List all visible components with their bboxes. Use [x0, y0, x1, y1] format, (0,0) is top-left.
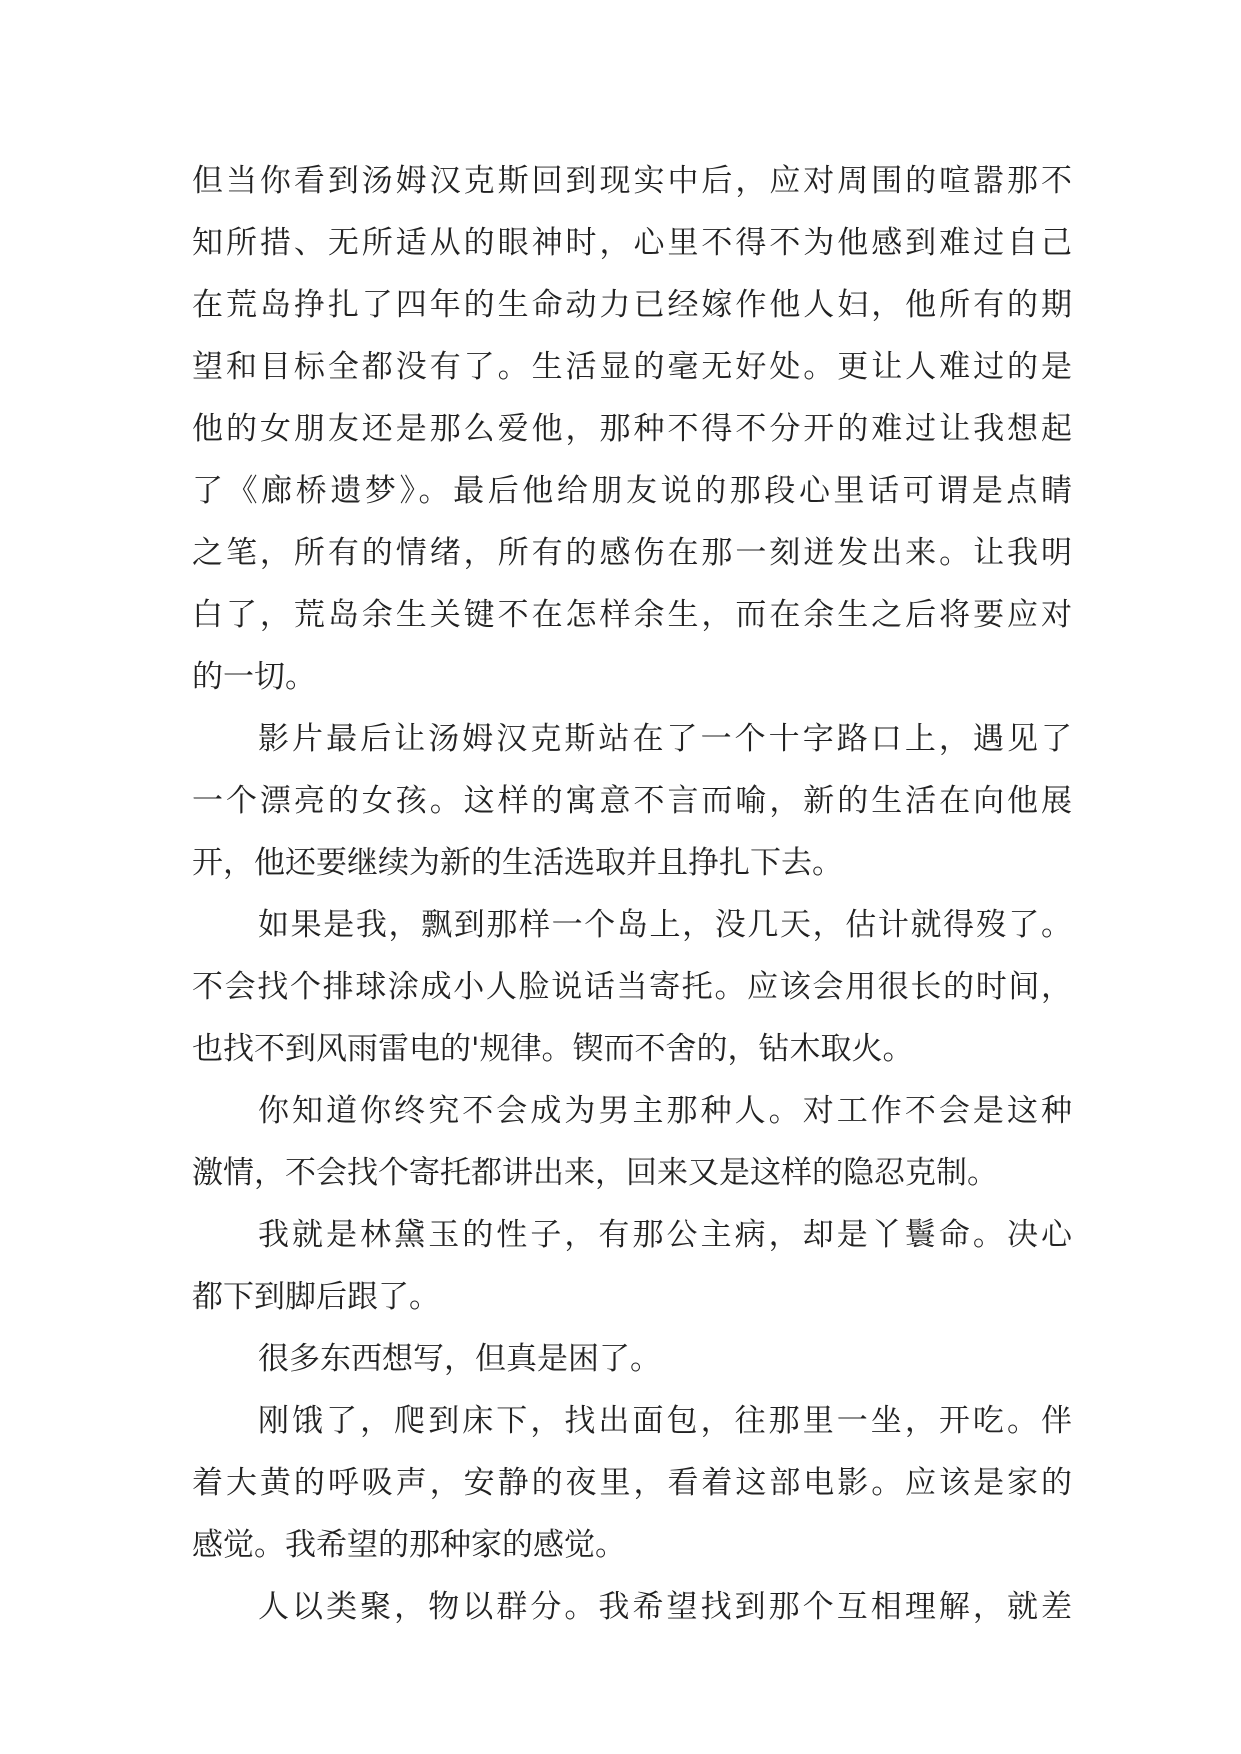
paragraph-first-line: 影片最后让汤姆汉克斯站在了一个十字路口上，遇见了	[258, 721, 1072, 757]
document-text-body	[192, 150, 1072, 1638]
text-line: 激情，不会找个寄托都讲出来，回来又是这样的隐忍克制。	[192, 1155, 998, 1191]
paragraph-first-line: 如果是我，飘到那样一个岛上，没几天，估计就得歿了。	[258, 907, 1072, 943]
paragraph-first-line: 我就是林黛玉的性子，有那公主病，却是丫鬟命。决心	[258, 1217, 1072, 1253]
text-line: 知所措、无所适从的眼神时，心里不得不为他感到难过自己	[192, 225, 1072, 261]
text-line: 着大黄的呼吸声，安静的夜里，看着这部电影。应该是家的	[192, 1465, 1072, 1501]
text-line: 望和目标全都没有了。生活显的毫无好处。更让人难过的是	[192, 349, 1072, 385]
text-line: 之笔，所有的情绪，所有的感伤在那一刻迸发出来。让我明	[192, 535, 1072, 571]
text-line: 他的女朋友还是那么爱他，那种不得不分开的难过让我想起	[192, 411, 1072, 447]
text-line: 不会找个排球涂成小人脸说话当寄托。应该会用很长的时间，	[192, 969, 1072, 1005]
paragraph-first-line: 你知道你终究不会成为男主那种人。对工作不会是这种	[258, 1093, 1072, 1129]
text-line: 但当你看到汤姆汉克斯回到现实中后，应对周围的喧嚣那不	[192, 163, 1072, 199]
paragraph-first-line: 很多东西想写，但真是困了。	[258, 1341, 661, 1377]
text-line: 在荒岛挣扎了四年的生命动力已经嫁作他人妇，他所有的期	[192, 287, 1072, 323]
text-line: 都下到脚后跟了。	[192, 1279, 440, 1315]
text-line: 也找不到风雨雷电的'规律。锲而不舍的，钻木取火。	[192, 1031, 914, 1067]
paragraph-first-line: 人以类聚，物以群分。我希望找到那个互相理解，就差	[258, 1589, 1072, 1625]
paragraph-first-line: 刚饿了，爬到床下，找出面包，往那里一坐，开吃。伴	[258, 1403, 1072, 1439]
text-line: 一个漂亮的女孩。这样的寓意不言而喻，新的生活在向他展	[192, 783, 1072, 819]
text-line: 开，他还要继续为新的生活选取并且挣扎下去。	[192, 845, 843, 881]
text-line: 感觉。我希望的那种家的感觉。	[192, 1527, 626, 1563]
text-line: 白了，荒岛余生关键不在怎样余生，而在余生之后将要应对	[192, 597, 1072, 633]
text-line: 的一切。	[192, 659, 316, 695]
text-line: 了《廊桥遗梦》。最后他给朋友说的那段心里话可谓是点睛	[192, 473, 1072, 509]
